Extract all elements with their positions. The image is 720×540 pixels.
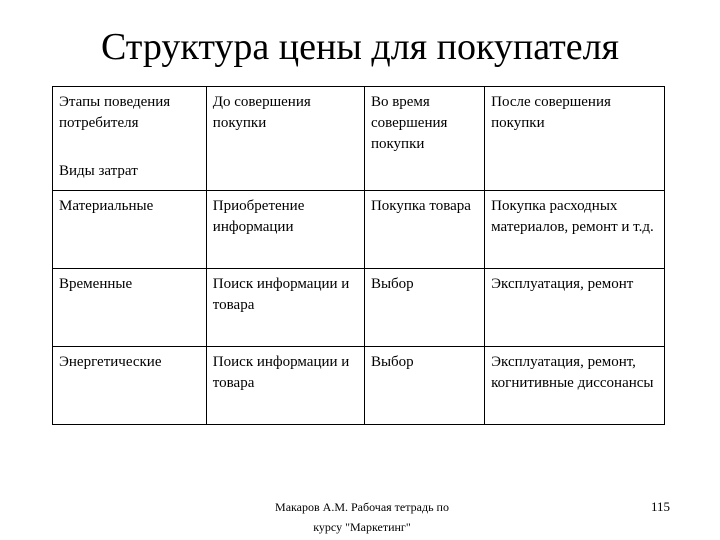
corner-stages-label: Этапы поведения потребителя	[59, 94, 171, 131]
table-cell: Выбор	[364, 347, 484, 425]
header-cell-during: Во время совершения покупки	[364, 87, 484, 191]
table-cell: Эксплуатация, ремонт	[485, 269, 665, 347]
footer-line-1: Макаров А.М. Рабочая тетрадь по	[275, 500, 449, 514]
table-cell: Выбор	[364, 269, 484, 347]
table-cell: Покупка расходных материалов, ремонт и т.д.	[485, 191, 665, 269]
footer-line-2: курсу "Маркетинг"	[313, 520, 411, 534]
table-cell: Поиск информации и товара	[206, 347, 364, 425]
table-cell: Поиск информации и товара	[206, 269, 364, 347]
row-label: Материальные	[53, 191, 207, 269]
page-number: 115	[650, 499, 670, 514]
header-cell-after: После совершения покупки	[485, 87, 665, 191]
table-row	[53, 347, 665, 425]
slide-title: Структура цены для покупателя	[100, 26, 620, 68]
header-corner-cell	[53, 87, 207, 191]
table-cell: Приобретение информации	[206, 191, 364, 269]
table-header-row	[53, 87, 665, 191]
table-cell: Покупка товара	[364, 191, 484, 269]
table-row	[53, 269, 665, 347]
price-structure-table	[52, 86, 665, 425]
table-row	[53, 191, 665, 269]
row-label: Временные	[53, 269, 207, 347]
row-label: Энергетические	[53, 347, 207, 425]
table-cell: Эксплуатация, ремонт, когнитивные диссонансы	[485, 347, 665, 425]
footer-citation	[250, 497, 474, 537]
corner-costs-label: Виды затрат	[59, 163, 138, 179]
header-cell-before: До совершения покупки	[206, 87, 364, 191]
